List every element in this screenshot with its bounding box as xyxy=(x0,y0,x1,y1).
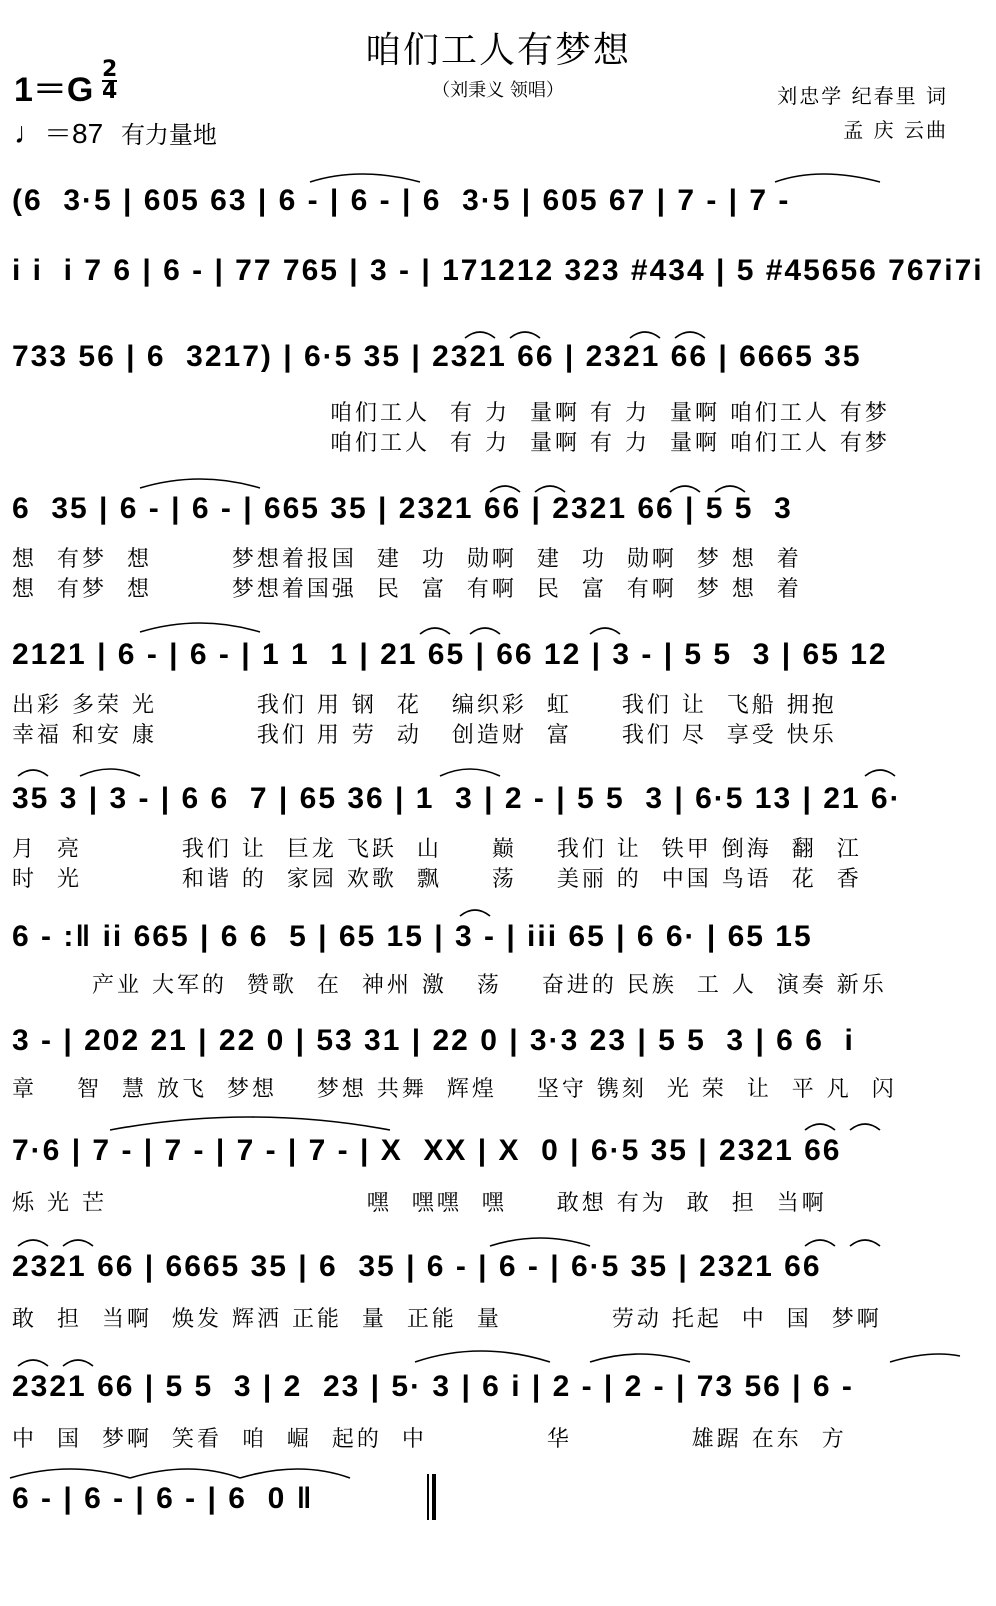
page-title: 咱们工人有梦想 xyxy=(364,30,631,71)
tie-arc xyxy=(470,628,500,634)
system-9-lyrics-1: 烁 光 芒 嘿 嘿嘿 嘿 敢想 有为 敢 担 当啊 xyxy=(12,1191,827,1216)
system-5-notes: 2121 | 6 - | 6 - | 1 1 1 | 21 65 | 66 12 | 3 - | 5 5 3 | 65 12 xyxy=(12,638,888,671)
tempo-value: ＝87 xyxy=(44,118,104,149)
tie-arc xyxy=(10,1469,130,1478)
tie-arc xyxy=(415,1351,550,1362)
tie-arc xyxy=(590,628,620,634)
system-6-lyrics-2: 时 光 和谐 的 家园 欢歌 飘 荡 美丽 的 中国 鸟语 花 香 xyxy=(12,867,862,892)
tie-arc xyxy=(805,1124,835,1130)
system-3-notes: 733 56 | 6 3217) | 6·5 35 | 2321 66 | 2321 66 | 6665 35 xyxy=(12,340,862,373)
system-3-lyrics-2: 咱们工人 有 力 量啊 有 力 量啊 咱们工人 有梦 xyxy=(330,431,890,456)
system-3-lyrics-1: 咱们工人 有 力 量啊 有 力 量啊 咱们工人 有梦 xyxy=(330,401,890,426)
tie-arc xyxy=(460,910,490,916)
system-11-notes: 2321 66 | 5 5 3 | 2 23 | 5· 3 | 6 i | 2 - | 2 - | 73 56 | 6 - xyxy=(12,1370,854,1403)
tie-arc xyxy=(310,174,420,182)
system-2-notes: i i i 7 6 | 6 - | 77 765 | 3 - | 171212 323 #434 | 5 #45656 767i7i xyxy=(12,254,984,287)
tie-arc xyxy=(890,1354,960,1362)
time-signature-top: 2 xyxy=(102,57,118,82)
system-6-lyrics-1: 月 亮 我们 让 巨龙 飞跃 山 巅 我们 让 铁甲 倒海 翻 江 xyxy=(12,837,862,862)
system-10-notes: 2321 66 | 6665 35 | 6 35 | 6 - | 6 - | 6·5 35 | 2321 66 xyxy=(12,1250,822,1283)
system-7-lyrics-1: 产业 大军的 赞歌 在 神州 激 荡 奋进的 民族 工 人 演奏 新乐 xyxy=(12,973,887,998)
tie-arc xyxy=(775,174,880,182)
system-8-notes: 3 - | 202 21 | 22 0 | 53 31 | 22 0 | 3·3 23 | 5 5 3 | 6 6 i xyxy=(12,1024,855,1057)
system-4-notes: 6 35 | 6 - | 6 - | 665 35 | 2321 66 | 2321 66 | 5 5 3 xyxy=(12,492,793,525)
system-5-lyrics-1: 出彩 多荣 光 我们 用 钢 花 编织彩 虹 我们 让 飞船 拥抱 xyxy=(12,693,837,718)
tie-arc xyxy=(140,479,260,488)
time-signature xyxy=(102,57,118,104)
time-signature-bottom: 4 xyxy=(102,79,118,104)
tie-arc xyxy=(440,769,500,776)
tie-arc xyxy=(240,1469,350,1478)
tie-arc xyxy=(675,332,705,338)
tie-arc xyxy=(465,332,495,338)
system-4-lyrics-2: 想 有梦 想 梦想着国强 民 富 有啊 民 富 有啊 梦 想 着 xyxy=(12,577,802,602)
tie-arc xyxy=(865,770,895,776)
tie-arc xyxy=(18,1360,48,1366)
system-11-lyrics-1: 中 国 梦啊 笑看 咱 崛 起的 中 华 雄踞 在东 方 xyxy=(12,1427,847,1452)
system-7-notes: 6 - :‖ ii 665 | 6 6 5 | 65 15 | 3 - | iii 65 | 6 6· | 65 15 xyxy=(12,920,813,953)
tie-arc xyxy=(630,332,660,338)
lyricist-credit: 刘忠学 纪春里 词 xyxy=(777,84,948,108)
tie-arc xyxy=(590,1354,690,1362)
tie-arc xyxy=(80,769,140,776)
quarter-note-icon: ♩ xyxy=(14,117,44,150)
tie-arc xyxy=(63,1240,93,1246)
system-4-lyrics-1: 想 有梦 想 梦想着报国 建 功 勋啊 建 功 勋啊 梦 想 着 xyxy=(12,547,802,572)
tempo-marking xyxy=(14,112,217,152)
system-5-lyrics-2: 幸福 和安 康 我们 用 劳 动 创造财 富 我们 尽 享受 快乐 xyxy=(12,723,837,748)
tie-arc xyxy=(18,770,48,776)
tie-arc xyxy=(850,1240,880,1246)
tie-arc xyxy=(805,1240,835,1246)
tie-arc xyxy=(490,1238,590,1246)
tie-arc xyxy=(63,1360,93,1366)
tie-arc xyxy=(18,1240,48,1246)
system-10-lyrics-1: 敢 担 当啊 焕发 辉洒 正能 量 正能 量 劳动 托起 中 国 梦啊 xyxy=(12,1307,882,1332)
system-1-notes: (6 3·5 | 605 63 | 6 - | 6 - | 6 3·5 | 605 67 | 7 - | 7 - xyxy=(12,184,791,217)
tie-arc xyxy=(140,623,260,632)
key-signature: 1＝G xyxy=(14,71,94,109)
system-12-notes: 6 - | 6 - | 6 - | 6 0 ‖ xyxy=(12,1482,314,1515)
tie-arc xyxy=(420,628,450,634)
tie-arc xyxy=(510,332,540,338)
system-9-notes: 7·6 | 7 - | 7 - | 7 - | 7 - | X XX | X 0 | 6·5 35 | 2321 66 xyxy=(12,1134,842,1167)
tie-arc xyxy=(850,1124,880,1130)
expression-marking: 有力量地 xyxy=(120,121,217,149)
system-6-notes: 35 3 | 3 - | 6 6 7 | 65 36 | 1 3 | 2 - | 5 5 3 | 6·5 13 | 21 6· xyxy=(12,782,902,815)
tie-arc xyxy=(130,1469,240,1478)
page-subtitle: （刘秉义 领唱） xyxy=(432,80,564,101)
tie-arc xyxy=(110,1117,390,1130)
system-8-lyrics-1: 章 智 慧 放飞 梦想 梦想 共舞 辉煌 坚守 镌刻 光 荣 让 平 凡 闪 xyxy=(12,1077,897,1102)
composer-credit: 孟 庆 云曲 xyxy=(843,118,948,142)
